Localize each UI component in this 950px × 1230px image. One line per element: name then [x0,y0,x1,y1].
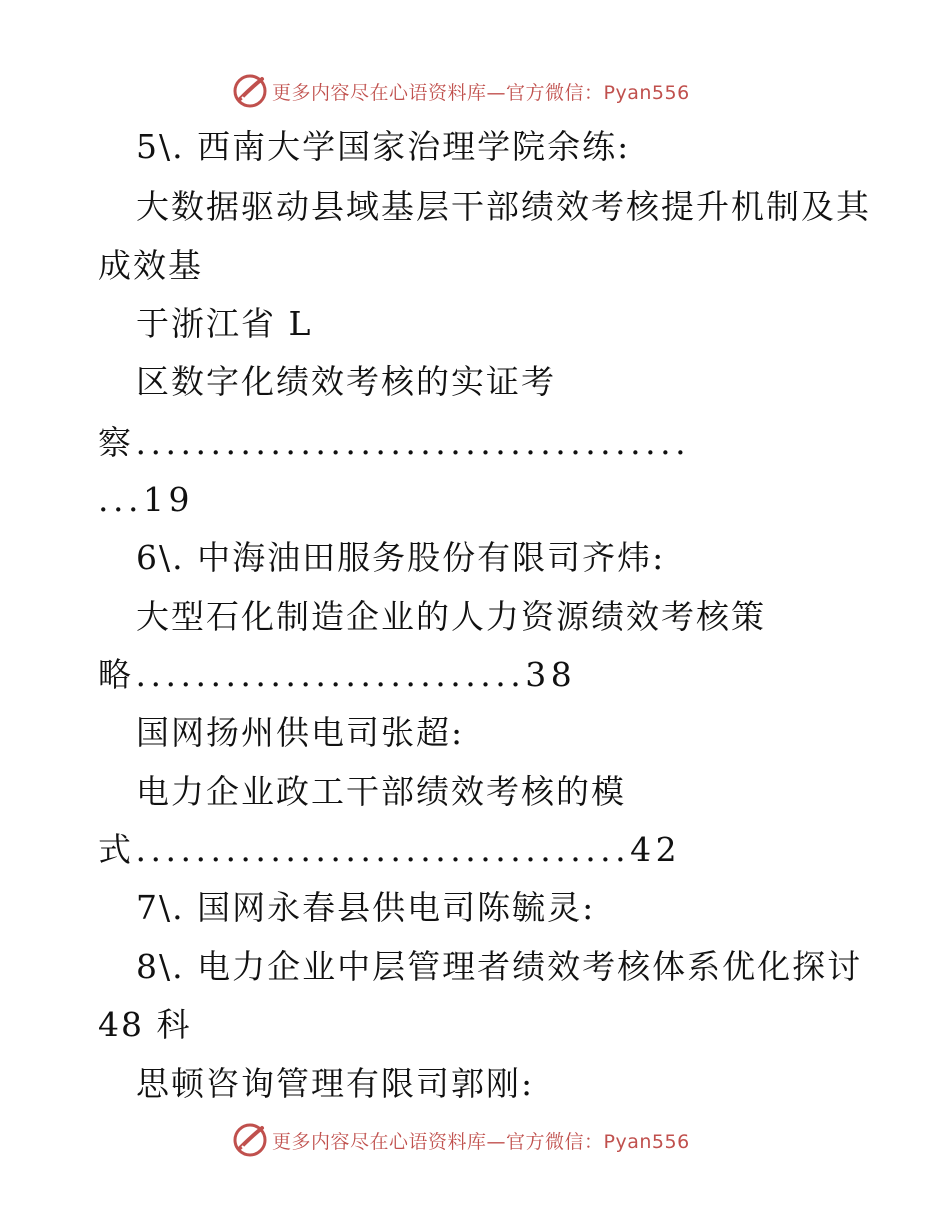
toc-entry-8-title: 8\. 电力企业中层管理者绩效考核体系优化探讨 [136,947,863,986]
toc-entry-title-line1: 电力企业政工干部绩效考核的模 [136,772,626,811]
toc-entry-6-leader-page: 略..........................38 [98,655,577,694]
toc-entry-5-title-line4: 区数字化绩效考核的实证考 [136,362,556,401]
toc-entry-8-page: 48 科 [98,1005,192,1044]
toc-entry-7-author: 7\. 国网永春县供电司陈毓灵: [136,888,596,927]
watermark-text: 更多内容尽在心语资料库—官方微信：Pyan556 [272,81,690,104]
watermark-footer [232,1120,690,1160]
toc-entry-5-page: ...19 [98,480,194,519]
toc-entry-5-title-line2: 成效基 [98,246,203,285]
toc-entry-5-author: 5\. 西南大学国家治理学院余练: [136,127,631,166]
toc-entry-author-zhangchao: 国网扬州供电司张超: [136,713,465,752]
watermark-header [232,71,690,111]
brush-logo-icon [232,1122,268,1158]
toc-entry-6-title-line1: 大型石化制造企业的人力资源绩效考核策 [136,597,766,636]
toc-entry-author-guogang: 思顿咨询管理有限司郭刚: [136,1064,535,1103]
watermark-text: 更多内容尽在心语资料库—官方微信：Pyan556 [272,1130,690,1153]
brush-logo-icon [232,73,268,109]
toc-entry-6-author: 6\. 中海油田服务股份有限司齐炜: [136,538,666,577]
toc-entry-5-leader: 察..................................... [98,423,691,462]
toc-entry-leader-page: 式.................................42 [98,830,682,869]
toc-entry-5-title-line1: 大数据驱动县域基层干部绩效考核提升机制及其 [136,187,871,226]
toc-entry-5-title-line3: 于浙江省 L [136,304,313,343]
